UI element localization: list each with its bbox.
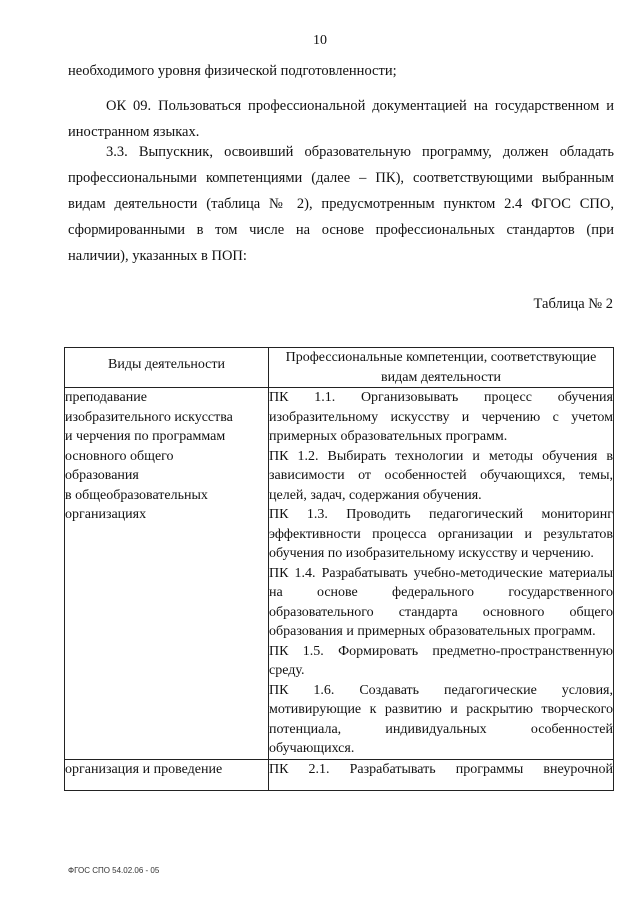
competency-pk-1-1: ПК 1.1. Организовывать процесс обучения изобразительному искусству и черчению с учетом примерных образовательных программ. <box>269 390 613 444</box>
competency-pk-1-6: ПК 1.6. Создавать педагогические условия, мотивирующие к развитию и раскрытию творческого потенциала, индивидуальных особенностей обучающихся. <box>269 682 613 756</box>
paragraph-physical-preparation: необходимого уровня физической подготовленности; <box>68 63 397 79</box>
activity-line: в общеобразовательных <box>65 487 208 503</box>
competencies-cell <box>269 388 614 760</box>
activity-line: и черчения по программам <box>65 429 226 444</box>
page-number: 10 <box>313 33 327 48</box>
header-competencies: Профессиональные компетенции, соответствующие видам деятельности <box>269 348 614 388</box>
competency-pk-1-5: ПК 1.5. Формировать предметно-пространственную среду. <box>269 643 613 678</box>
activity-cell: организация и проведение <box>65 759 269 790</box>
header-activities: Виды деятельности <box>65 348 269 388</box>
competencies-cell <box>269 759 614 790</box>
activity-line: изобразительного искусства <box>65 409 233 425</box>
activity-line: образования <box>65 468 139 483</box>
footer-standard-code: ФГОС СПО 54.02.06 - 05 <box>68 866 160 875</box>
paragraph-3-3: 3.3. Выпускник, освоивший образовательную программу, должен обладать профессиональными компетенциями (далее – ПК), соответствующими выбранным видам деятельности (таблица № 2), предусмотренным пунктом 2.4 ФГОС СПО, сформированными в том числе на основе профессиональных стандартов (при наличии), указанных в ПОП: <box>68 144 614 264</box>
competency-pk-1-2: ПК 1.2. Выбирать технологии и методы обучения в зависимости от особенностей обучающихся, темы, целей, задач, содержания обучения. <box>269 448 613 503</box>
competency-pk-1-3: ПК 1.3. Проводить педагогический мониторинг эффективности процесса организации и результатов обучения по изобразительному искусству и черчению. <box>269 507 613 561</box>
activity-line: преподавание <box>65 390 147 405</box>
activity-line: основного общего <box>65 448 174 464</box>
competency-pk-2-1: ПК 2.1. Разрабатывать программы внеурочной <box>269 761 613 777</box>
competencies-table <box>64 347 614 791</box>
table-row <box>65 759 614 790</box>
activity-line: организациях <box>65 507 147 522</box>
paragraph-ok-09: ОК 09. Пользоваться профессиональной документацией на государственном и иностранном языках. <box>68 98 614 140</box>
table-header-row <box>65 348 614 388</box>
activity-cell <box>65 388 269 760</box>
competency-pk-1-4: ПК 1.4. Разрабатывать учебно-методические материалы на основе федерального государственного образовательного стандарта основного общего образования и примерных образовательных программ. <box>269 565 613 639</box>
table-caption: Таблица № 2 <box>533 296 613 312</box>
table-row <box>65 388 614 760</box>
